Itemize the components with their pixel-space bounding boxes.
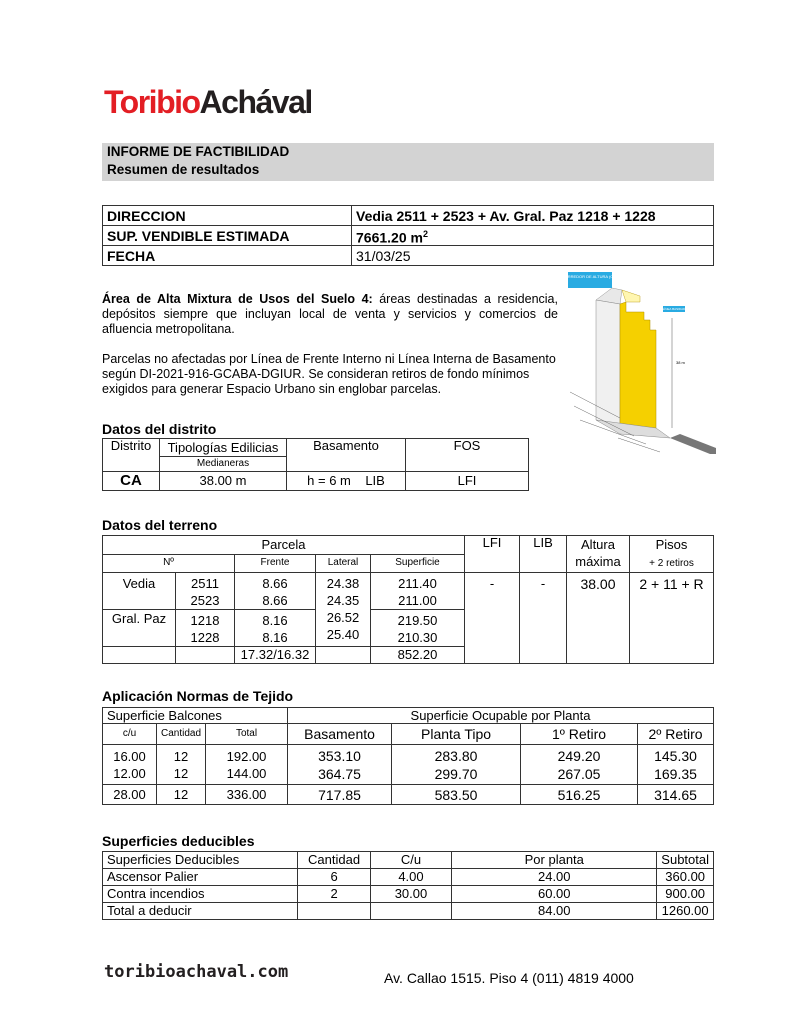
deducibles-table [102,851,714,920]
info-row-fecha [103,246,714,266]
terrain-superficie: 210.30 [397,630,438,645]
deducibles-cu: 30.00 [370,886,452,903]
terrain-frente-total: 17.32/16.32 [235,647,316,664]
tejido-cantidad-cell [157,745,206,785]
tejido-planta-tipo: 299.70 [434,765,478,782]
tejido-retiro1-total: 516.25 [521,785,638,805]
terrain-frente: 8.66 [262,593,288,608]
terrain-lateral: 26.52 [326,610,360,625]
district-title: Datos del distrito [102,421,217,437]
district-basamento-lib: LIB [365,473,385,488]
direccion-label: DIRECCION [103,206,352,226]
terrain-header-row [103,536,714,555]
terrain-superficie: 219.50 [397,613,438,628]
terrain-h-altura-cell [567,536,630,573]
deducibles-total-planta: 84.00 [452,903,657,920]
terrain-lib: - [520,573,567,664]
zone-text: áreas destinadas a residencia, depósitos siempre que incluyan local de venta y servicios y comercios de afluencia metropolitana. [102,292,558,336]
tejido-cantidad: 12 [173,748,189,764]
terrain-nro-vedia [176,573,235,610]
deducibles-empty-cell [370,903,452,920]
tejido-header-row [103,708,714,724]
tejido-h-balcones: Superficie Balcones [103,708,288,724]
terrain-h-lfi: LFI [465,536,520,573]
terrain-lateral: 25.40 [326,627,360,642]
deducibles-name: Ascensor Palier [103,869,298,886]
footer-site: toribioachaval.com [104,962,289,982]
tejido-total: 144.00 [226,765,267,781]
terrain-altura: 38.00 [567,573,630,664]
terrain-h-nro: Nº [103,554,235,573]
tejido-subheader-row [103,724,714,745]
deducibles-planta: 24.00 [452,869,657,886]
terrain-h-lib: LIB [520,536,567,573]
sup-cell [352,226,714,246]
terrain-nro: 1218 [190,613,220,628]
parcel-description: Parcelas no afectadas por Línea de Frente Interno ni Línea Interna de Basamento según DI-2021-916-GCABA-DGIUR. Se consideran retiros de fondo mínimos exigidos para generar Espacio Urbano sin englobar parcelas. [102,352,556,396]
district-header-row [103,439,529,457]
tejido-h-retiro1: 1º Retiro [521,724,638,745]
brand-logo [104,84,312,121]
zone-name: Área de Alta Mixtura de Usos del Suelo 4: [102,292,373,306]
tejido-total-total: 336.00 [206,785,288,805]
terrain-h-lateral: Lateral [316,554,371,573]
fecha-value: 31/03/25 [352,246,714,266]
terrain-empty-cell [316,647,371,664]
tejido-retiro2-total: 314.65 [638,785,714,805]
tejido-planta-cell [392,745,521,785]
tejido-total-cell [206,745,288,785]
tejido-retiro2: 145.30 [654,747,697,764]
tejido-cu-cell [103,745,157,785]
terrain-h-pisos: Pisos [655,537,688,552]
terrain-superficie: 211.00 [398,593,437,608]
district-value: CA [103,472,160,491]
terrain-nro-gralpaz [176,610,235,647]
tejido-basamento-total: 717.85 [288,785,392,805]
logo-part2: Achával [199,84,312,120]
terrain-superficie-total: 852.20 [371,647,465,664]
logo-part1: Toribio [104,84,200,120]
deducibles-cantidad: 2 [298,886,370,903]
district-table [102,438,529,491]
info-row-direccion [103,206,714,226]
sup-unit: 2 [422,228,428,239]
deducibles-cu: 4.00 [370,869,452,886]
deducibles-h-sup: Superficies Deducibles [103,852,298,869]
terrain-superficie: 211.40 [398,576,437,591]
deducibles-planta: 60.00 [452,886,657,903]
terrain-street-vedia: Vedia [103,573,176,610]
district-data-row [103,472,529,491]
building-diagram [560,268,716,458]
terrain-frente-vedia [235,573,316,610]
tejido-h-planta-tipo: Planta Tipo [392,724,521,745]
terrain-empty-cell [176,647,235,664]
terrain-title: Datos del terreno [102,517,218,533]
tejido-planta-total: 583.50 [392,785,521,805]
terrain-h-superficie: Superficie [371,554,465,573]
terrain-h-pisos-sub: + 2 retiros [649,558,694,569]
zone-description [102,292,558,337]
deducibles-h-subtotal: Subtotal [657,852,714,869]
terrain-pisos: 2 + 11 + R [630,573,714,664]
district-fos: LFI [406,472,529,491]
terrain-h-parcela: Parcela [103,536,465,555]
terrain-frente-gralpaz [235,610,316,647]
lfi-label: LÍNEA BASIDAD [662,307,686,311]
tejido-cantidad: 12 [173,765,189,781]
tejido-cu: 16.00 [113,748,146,764]
tejido-h-basamento: Basamento [288,724,392,745]
deducibles-total-row [103,903,714,920]
terrain-block-vedia [103,573,714,610]
deducibles-cantidad: 6 [298,869,370,886]
deducibles-name: Contra incendios [103,886,298,903]
tejido-data-row [103,745,714,785]
deducibles-title: Superficies deducibles [102,833,255,849]
tejido-retiro2: 169.35 [654,765,697,782]
terrain-lateral: 24.38 [326,576,360,591]
sup-value: 7661.20 m [356,229,423,246]
terrain-superficie-gralpaz [371,610,465,647]
deducibles-h-cu: C/u [370,852,452,869]
deducibles-total-label: Total a deducir [103,903,298,920]
district-h-tipologias: Tipologías Edilicias [160,439,287,457]
info-row-sup [103,226,714,246]
sup-label: SUP. VENDIBLE ESTIMADA [103,226,352,246]
tejido-basamento-cell [288,745,392,785]
terrain-h-altura2: máxima [575,554,621,569]
terrain-h-frente: Frente [235,554,316,573]
terrain-lfi: - [465,573,520,664]
report-subtitle: Resumen de resultados [107,162,260,177]
terrain-frente: 8.16 [262,630,288,645]
height-label: 38 m [676,360,685,365]
tejido-planta-tipo: 283.80 [434,747,478,764]
deducibles-h-cantidad: Cantidad [298,852,370,869]
deducibles-header-row [103,852,714,869]
tejido-cu-total: 28.00 [103,785,157,805]
tejido-basamento: 353.10 [318,747,361,764]
terrain-nro: 1228 [190,630,220,645]
deducibles-h-planta: Por planta [452,852,657,869]
deducibles-total-subtotal: 1260.00 [657,903,714,920]
tejido-retiro1-cell [521,745,638,785]
district-h-basamento: Basamento [287,439,406,472]
terrain-frente: 8.16 [262,613,288,628]
tejido-h-retiro2: 2º Retiro [638,724,714,745]
info-table [102,205,714,266]
terrain-h-pisos-cell [630,536,714,573]
terrain-frente: 8.66 [262,576,288,591]
terrain-empty-cell [103,647,176,664]
deducibles-empty-cell [298,903,370,920]
terrain-table [102,535,714,664]
tejido-title: Aplicación Normas de Tejido [102,688,294,704]
tejido-cantidad-total: 12 [157,785,206,805]
terrain-street-gralpaz: Gral. Paz [103,610,176,647]
deducibles-subtotal: 360.00 [657,869,714,886]
district-basamento-cell [287,472,406,491]
district-sub-medianeras: Medianeras [160,457,287,472]
tejido-cu: 12.00 [113,765,146,781]
tejido-h-cu: c/u [103,724,157,745]
direccion-value: Vedia 2511 + 2523 + Av. Gral. Paz 1218 + 1228 [352,206,714,226]
tejido-h-cantidad: Cantidad [157,724,206,745]
tejido-totals-row [103,785,714,805]
report-title: INFORME DE FACTIBILIDAD [107,144,290,159]
terrain-h-altura: Altura [581,537,615,552]
tejido-retiro1: 249.20 [557,747,601,764]
terrain-superficie-vedia [371,573,465,610]
terrain-nro: 2523 [190,593,220,608]
tejido-basamento: 364.75 [318,765,361,782]
terrain-lateral: 24.35 [326,593,360,608]
deducibles-row [103,869,714,886]
terrain-nro: 2511 [191,576,219,591]
deducibles-subtotal: 900.00 [657,886,714,903]
corridor-label: CORREDOR DE ALTURA (C.A) [561,274,619,279]
fecha-label: FECHA [103,246,352,266]
tejido-retiro1: 267.05 [557,765,601,782]
district-altura: 38.00 m [160,472,287,491]
report-header [102,143,714,181]
tejido-h-ocupable: Superficie Ocupable por Planta [288,708,714,724]
tejido-retiro2-cell [638,745,714,785]
tejido-table [102,707,714,805]
district-basamento: h = 6 m [307,473,351,488]
district-h-distrito: Distrito [103,439,160,472]
district-h-fos: FOS [406,439,529,472]
terrain-lateral-cell [316,573,371,647]
footer-address: Av. Callao 1515. Piso 4 (011) 4819 4000 [384,970,634,986]
deducibles-row [103,886,714,903]
tejido-h-total: Total [206,724,288,745]
tejido-total: 192.00 [226,748,267,764]
